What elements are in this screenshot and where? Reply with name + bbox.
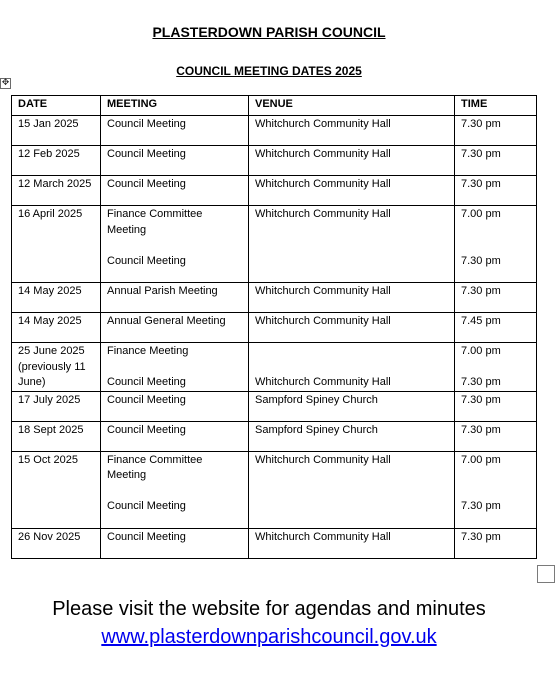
cell-time[interactable]: 7.30 pm	[455, 391, 537, 421]
cell-time[interactable]: 7.45 pm	[455, 313, 537, 343]
table-row	[12, 206, 537, 283]
document-title: PLASTERDOWN PARISH COUNCIL	[152, 24, 386, 40]
cell-venue[interactable]: Sampford Spiney Church	[249, 391, 455, 421]
cell-time[interactable]: 7.00 pm 7.30 pm	[455, 206, 537, 283]
cell-date[interactable]: 26 Nov 2025	[12, 528, 101, 558]
table-row	[12, 176, 537, 206]
cell-date[interactable]: 15 Oct 2025	[12, 451, 101, 528]
document-subtitle: COUNCIL MEETING DATES 2025	[176, 64, 362, 78]
cell-time[interactable]: 7.30 pm	[455, 116, 537, 146]
cell-time[interactable]: 7.30 pm	[455, 146, 537, 176]
table-row	[12, 146, 537, 176]
cell-venue[interactable]: Whitchurch Community Hall	[249, 146, 455, 176]
cell-date[interactable]: 12 Feb 2025	[12, 146, 101, 176]
table-row	[12, 283, 537, 313]
website-link[interactable]: www.plasterdownparishcouncil.gov.uk	[101, 626, 437, 648]
cell-meeting[interactable]: Council Meeting	[101, 116, 249, 146]
header-date: DATE	[12, 96, 101, 116]
cell-time[interactable]: 7.30 pm	[455, 421, 537, 451]
table-resize-handle[interactable]	[537, 565, 555, 583]
cell-date[interactable]: 15 Jan 2025	[12, 116, 101, 146]
cell-date[interactable]: 12 March 2025	[12, 176, 101, 206]
cell-time[interactable]: 7.30 pm	[455, 176, 537, 206]
cell-venue[interactable]: Whitchurch Community Hall	[249, 116, 455, 146]
footer-link-wrapper	[0, 626, 538, 649]
cell-date[interactable]: 17 July 2025	[12, 391, 101, 421]
cell-date[interactable]: 25 June 2025 (previously 11 June)	[12, 343, 101, 392]
cell-meeting[interactable]: Finance Committee Meeting Council Meeting	[101, 206, 249, 283]
cell-time[interactable]: 7.30 pm	[455, 283, 537, 313]
cell-time[interactable]: 7.00 pm 7.30 pm	[455, 451, 537, 528]
table-row	[12, 343, 537, 392]
cell-date[interactable]: 14 May 2025	[12, 313, 101, 343]
cell-meeting[interactable]: Finance Committee Meeting Council Meeting	[101, 451, 249, 528]
cell-meeting[interactable]: Council Meeting	[101, 528, 249, 558]
table-move-handle-icon[interactable]: ✥	[1, 78, 10, 88]
cell-venue[interactable]: Whitchurch Community Hall	[249, 206, 455, 283]
table-row	[12, 391, 537, 421]
cell-venue[interactable]: Whitchurch Community Hall	[249, 528, 455, 558]
cell-venue[interactable]: Whitchurch Community Hall	[249, 176, 455, 206]
cell-venue[interactable]: Whitchurch Community Hall	[249, 343, 455, 392]
cell-date[interactable]: 14 May 2025	[12, 283, 101, 313]
cell-meeting[interactable]: Annual General Meeting	[101, 313, 249, 343]
footer-text: Please visit the website for agendas and minutes	[52, 598, 486, 620]
table-row	[12, 313, 537, 343]
cell-date[interactable]: 16 April 2025	[12, 206, 101, 283]
table-row	[12, 421, 537, 451]
cell-venue[interactable]: Whitchurch Community Hall	[249, 451, 455, 528]
cell-meeting[interactable]: Council Meeting	[101, 146, 249, 176]
cell-meeting[interactable]: Finance Meeting Council Meeting	[101, 343, 249, 392]
cell-venue[interactable]: Whitchurch Community Hall	[249, 283, 455, 313]
meeting-dates-table	[11, 95, 537, 559]
table-row	[12, 116, 537, 146]
table-row	[12, 451, 537, 528]
cell-venue[interactable]: Whitchurch Community Hall	[249, 313, 455, 343]
header-venue: VENUE	[249, 96, 455, 116]
cell-meeting[interactable]: Council Meeting	[101, 421, 249, 451]
cell-meeting[interactable]: Council Meeting	[101, 176, 249, 206]
cell-time[interactable]: 7.30 pm	[455, 528, 537, 558]
cell-meeting[interactable]: Annual Parish Meeting	[101, 283, 249, 313]
header-time: TIME	[455, 96, 537, 116]
table-header-row	[12, 96, 537, 116]
header-meeting: MEETING	[101, 96, 249, 116]
cell-date[interactable]: 18 Sept 2025	[12, 421, 101, 451]
cell-meeting[interactable]: Council Meeting	[101, 391, 249, 421]
cell-venue[interactable]: Sampford Spiney Church	[249, 421, 455, 451]
table-row	[12, 528, 537, 558]
cell-time[interactable]: 7.00 pm 7.30 pm	[455, 343, 537, 392]
